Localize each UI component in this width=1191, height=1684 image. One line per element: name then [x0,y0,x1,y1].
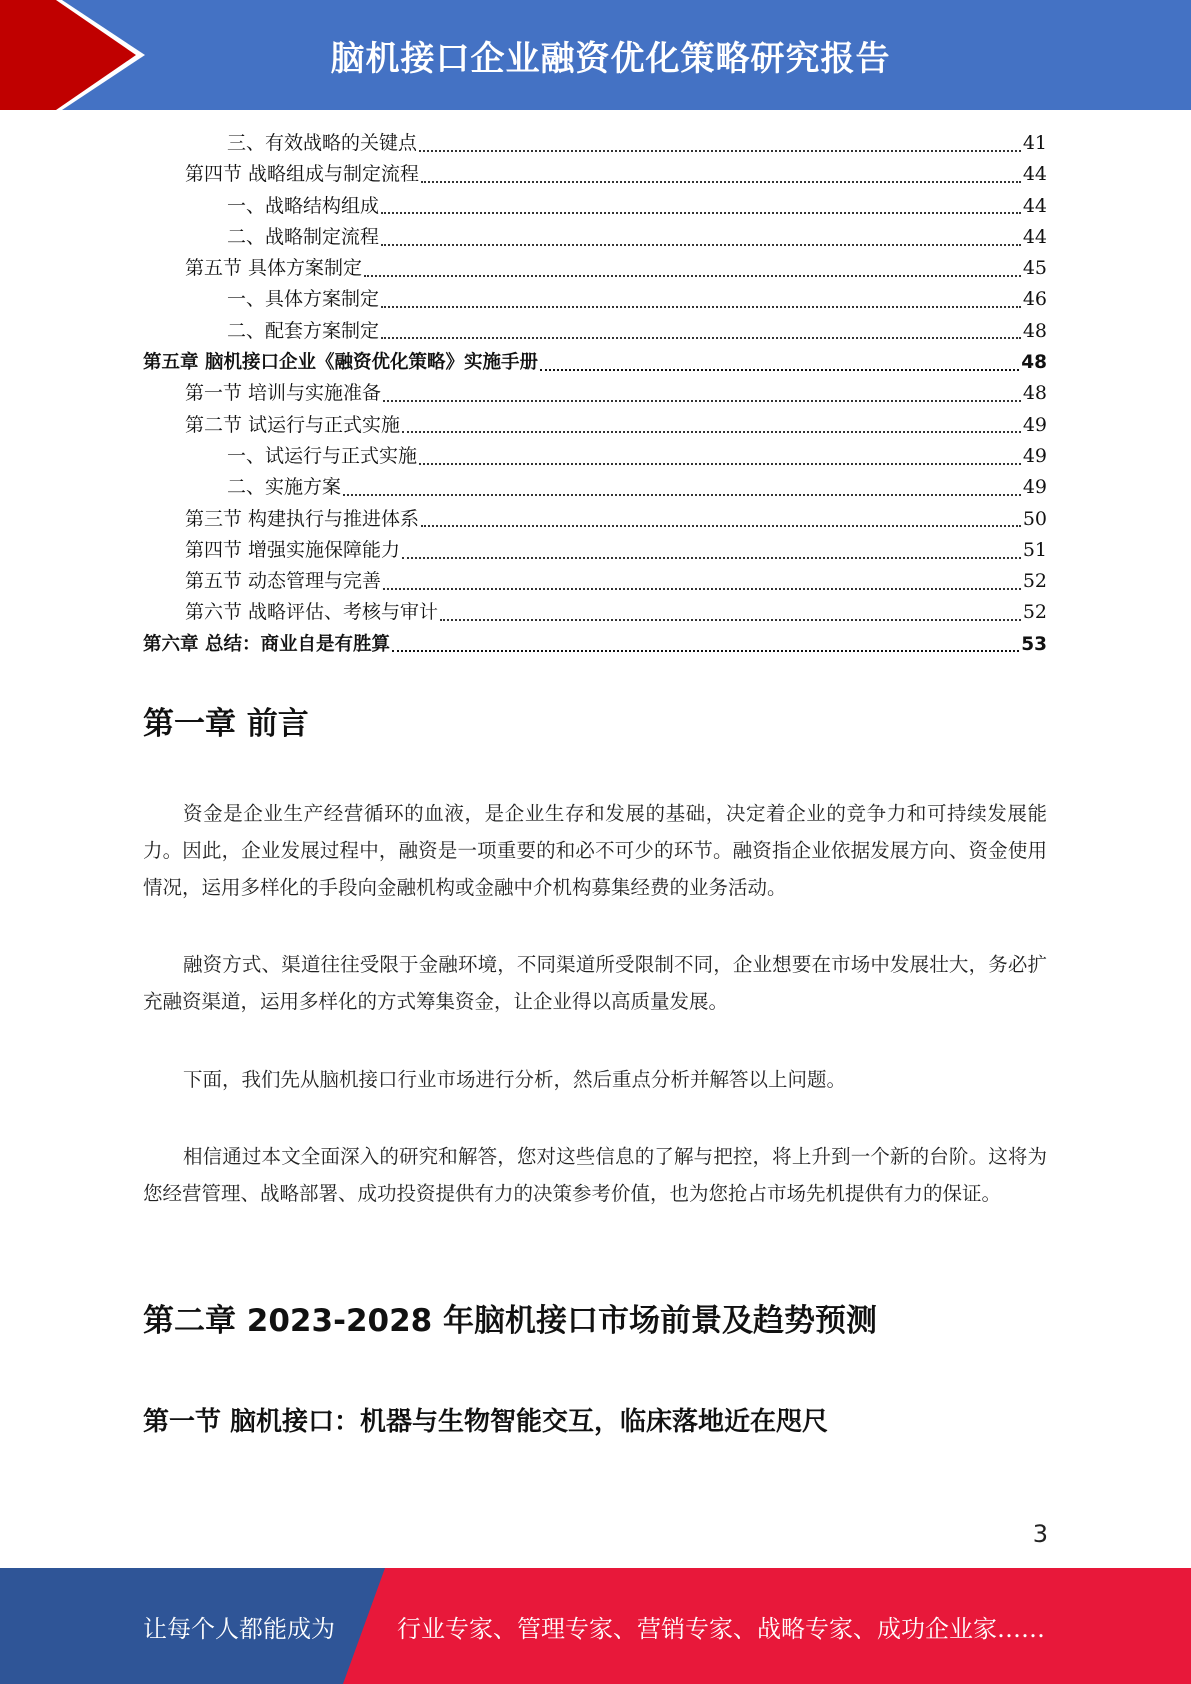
toc-entry[interactable] [143,566,1047,597]
toc-entry-title: 第四节 战略组成与制定流程 [185,163,420,186]
toc-entry-page: 48 [1021,352,1047,374]
toc-entry-page: 49 [1022,413,1047,436]
toc-entry[interactable] [143,535,1047,566]
toc-entry-title: 第五节 动态管理与完善 [185,570,382,593]
toc-leader-dots [419,463,1021,465]
footer-slogan-left: 让每个人都能成为 [143,1614,335,1643]
toc-entry[interactable] [143,191,1047,222]
toc-entry-page: 50 [1022,507,1047,530]
toc-entry-title: 一、试运行与正式实施 [227,444,418,467]
toc-leader-dots [440,619,1021,621]
toc-entry[interactable] [143,378,1047,409]
toc-entry-title: 第六章 总结：商业自是有胜算 [143,633,390,655]
toc-leader-dots [343,494,1021,496]
toc-leader-dots [381,212,1021,214]
toc-leader-dots [421,181,1021,183]
toc-leader-dots [364,275,1021,277]
toc-entry-page: 48 [1022,382,1047,405]
page-number: 3 [1032,1520,1048,1548]
report-footer [0,1568,1191,1684]
toc-entry-title: 一、战略结构组成 [227,194,380,217]
toc-entry-title: 第一节 培训与实施准备 [185,382,382,405]
toc-entry-page: 49 [1022,476,1047,499]
toc-leader-dots [381,244,1021,246]
table-of-contents [143,128,1047,660]
toc-entry[interactable] [143,159,1047,190]
toc-entry-title: 第四节 增强实施保障能力 [185,538,401,561]
toc-entry[interactable] [143,284,1047,315]
toc-leader-dots [381,337,1021,339]
toc-entry-title: 第五章 脑机接口企业《融资优化策略》实施手册 [143,352,538,374]
toc-entry-page: 53 [1021,633,1047,655]
paragraph-4: 相信通过本文全面深入的研究和解答，您对这些信息的了解与把控，将上升到一个新的台阶。这将为您经营管理、战略部署、成功投资提供有力的决策参考价值，也为您抢占市场先机提供有力的保证。 [143,1145,1047,1205]
report-header [0,0,1191,110]
toc-entry[interactable] [143,410,1047,441]
toc-entry-page: 48 [1022,319,1047,342]
toc-leader-dots [402,557,1021,559]
chapter-2-heading: 第二章 2023-2028 年脑机接口市场前景及趋势预测 [143,1303,878,1339]
toc-entry-page: 46 [1022,288,1047,311]
footer-slogan-right: 行业专家、管理专家、营销专家、战略专家、成功企业家…… [397,1614,1045,1643]
toc-entry-title: 第六节 战略评估、考核与审计 [185,601,439,624]
toc-leader-dots [383,400,1021,402]
toc-entry-page: 44 [1022,225,1047,248]
toc-entry-page: 52 [1022,601,1047,624]
toc-entry-title: 第五节 具体方案制定 [185,257,363,280]
toc-entry-page: 44 [1022,163,1047,186]
toc-entry[interactable] [143,253,1047,284]
paragraph-1: 资金是企业生产经营循环的血液，是企业生存和发展的基础，决定着企业的竞争力和可持续发展能力。因此，企业发展过程中，融资是一项重要的和必不可少的环节。融资指企业依据发展方向、资金使用情况，运用多样化的手段向金融机构或金融中介机构募集经费的业务活动。 [143,802,1047,899]
toc-leader-dots [392,650,1019,652]
toc-entry-title: 三、有效战略的关键点 [227,132,418,154]
toc-entry-title: 二、战略制定流程 [227,225,380,248]
report-title: 脑机接口企业融资优化策略研究报告 [330,38,891,79]
toc-entry[interactable] [143,472,1047,503]
toc-leader-dots [381,306,1021,308]
toc-entry-title: 二、配套方案制定 [227,319,380,342]
toc-entry[interactable] [143,347,1047,378]
toc-entry-page: 44 [1022,194,1047,217]
toc-entry-title: 第二节 试运行与正式实施 [185,413,401,436]
toc-entry[interactable] [143,597,1047,628]
toc-leader-dots [421,525,1021,527]
toc-entry-page: 51 [1022,538,1047,561]
paragraph-3: 下面，我们先从脑机接口行业市场进行分析，然后重点分析并解答以上问题。 [183,1068,847,1091]
toc-entry-page: 45 [1022,257,1047,280]
toc-entry[interactable] [143,128,1047,159]
toc-entry-title: 第三节 构建执行与推进体系 [185,507,420,530]
toc-entry[interactable] [143,629,1047,660]
toc-entry-title: 二、实施方案 [227,476,342,499]
toc-entry-page: 41 [1022,132,1047,154]
toc-entry[interactable] [143,504,1047,535]
toc-leader-dots [383,588,1021,590]
chapter-1-heading: 第一章 前言 [143,706,309,742]
toc-entry-page: 52 [1022,570,1047,593]
toc-leader-dots [540,369,1019,371]
toc-entry[interactable] [143,441,1047,472]
toc-leader-dots [402,431,1021,433]
toc-entry[interactable] [143,316,1047,347]
toc-leader-dots [419,150,1021,152]
paragraph-2: 融资方式、渠道往往受限于金融环境，不同渠道所受限制不同，企业想要在市场中发展壮大，务必扩充融资渠道，运用多样化的方式筹集资金，让企业得以高质量发展。 [143,953,1047,1013]
section-1-heading: 第一节 脑机接口：机器与生物智能交互，临床落地近在咫尺 [143,1407,829,1437]
header-arrow-icon [0,0,160,110]
toc-entry[interactable] [143,222,1047,253]
toc-entry-title: 一、具体方案制定 [227,288,380,311]
toc-entry-page: 49 [1022,444,1047,467]
